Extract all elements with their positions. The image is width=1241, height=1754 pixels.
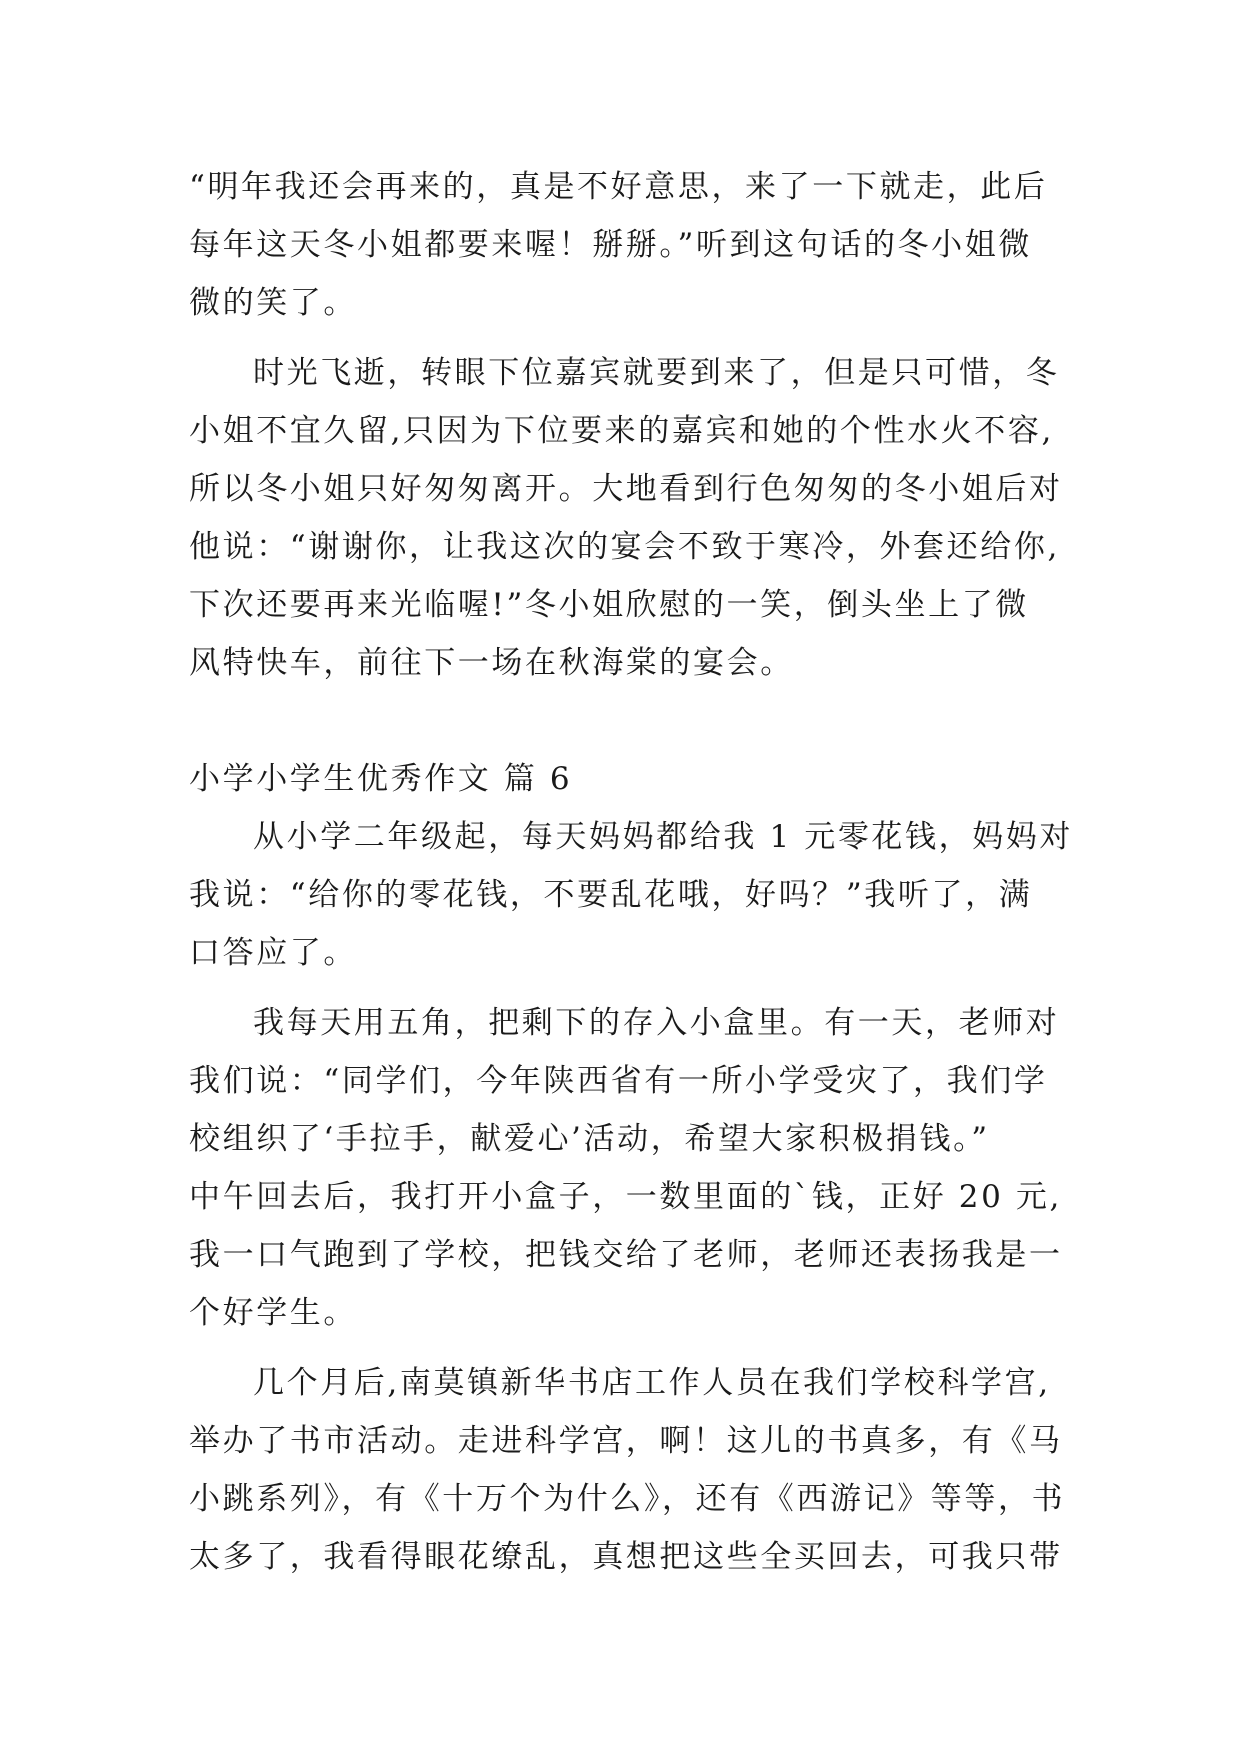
text-line: 我们说：“同学们，今年陕西省有一所小学受灾了，我们学 [189, 1063, 1048, 1099]
text-line: 下次还要再来光临喔!”冬小姐欣慰的一笑，倒头坐上了微 [189, 587, 1029, 623]
paragraph-4 [189, 994, 1063, 1342]
text-line: 微的笑了。 [189, 285, 357, 321]
paragraph-3 [189, 808, 1074, 982]
text-line: 从小学二年级起，每天妈妈都给我 1 元零花钱，妈妈对 [253, 819, 1074, 855]
text-line: 中午回去后，我打开小盒子，一数里面的`钱，正好 20 元, [189, 1179, 1062, 1215]
text-line: 几个月后,南莫镇新华书店工作人员在我们学校科学宫, [253, 1365, 1051, 1401]
text-line: 小跳系列》，有《十万个为什么》，还有《西游记》等等，书 [189, 1481, 1066, 1517]
text-line: 每年这天冬小姐都要来喔！掰掰。”听到这句话的冬小姐微 [189, 227, 1032, 263]
text-line: 风特快车，前往下一场在秋海棠的宴会。 [189, 645, 794, 681]
text-line: 我一口气跑到了学校，把钱交给了老师，老师还表扬我是一 [189, 1237, 1063, 1273]
text-line: 校组织了‘手拉手，献爱心’活动，希望大家积极捐钱。” [189, 1121, 990, 1157]
text-line: 他说：“谢谢你，让我这次的宴会不致于寒冷，外套还给你, [189, 529, 1060, 565]
paragraph-1 [189, 158, 1059, 332]
text-line: 我每天用五角，把剩下的存入小盒里。有一天，老师对 [253, 1005, 1060, 1041]
section-heading: 小学小学生优秀作文 篇 6 [189, 761, 573, 797]
spacer [189, 704, 1059, 750]
text-line: 口答应了。 [189, 935, 357, 971]
text-line: 个好学生。 [189, 1295, 357, 1331]
text-line: 小姐不宜久留,只因为下位要来的嘉宾和她的个性水火不容, [189, 413, 1054, 449]
paragraph-2 [189, 344, 1063, 692]
text-line: 太多了，我看得眼花缭乱，真想把这些全买回去，可我只带 [189, 1539, 1063, 1575]
paragraph-5 [189, 1354, 1066, 1586]
text-line: 所以冬小姐只好匆匆离开。大地看到行色匆匆的冬小姐后对 [189, 471, 1063, 507]
document-body [189, 158, 1074, 1598]
text-line: “明年我还会再来的，真是不好意思，来了一下就走，此后 [189, 169, 1048, 205]
text-line: 我说：“给你的零花钱，不要乱花哦，好吗？”我听了，满 [189, 877, 1033, 913]
text-line: 举办了书市活动。走进科学宫，啊！这儿的书真多，有《马 [189, 1423, 1063, 1459]
text-line: 时光飞逝，转眼下位嘉宾就要到来了，但是只可惜，冬 [253, 355, 1060, 391]
